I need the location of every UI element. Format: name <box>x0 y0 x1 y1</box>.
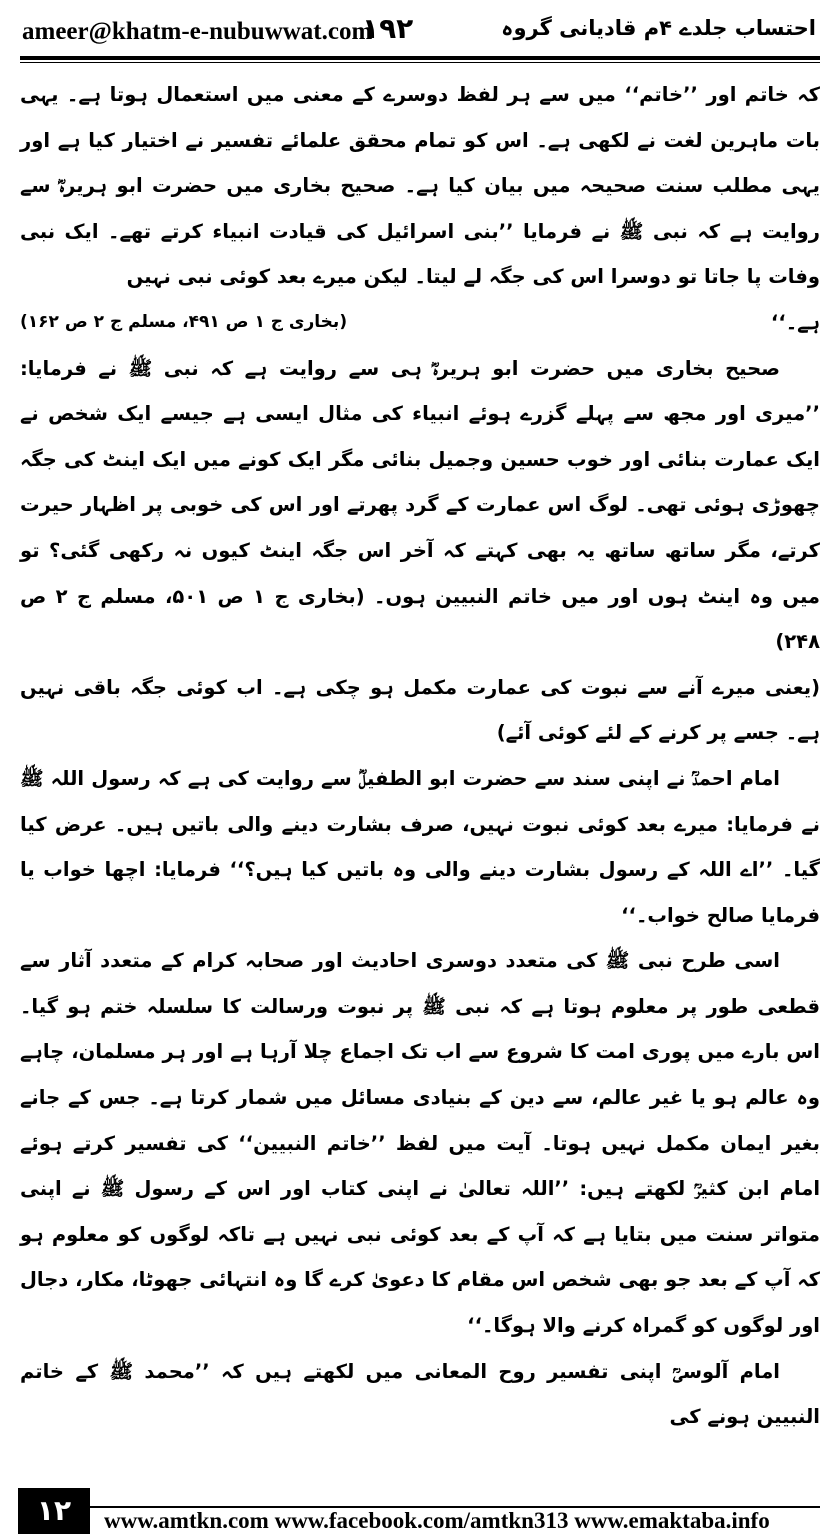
page-footer <box>0 1488 840 1540</box>
footer-page-index: ۱۲ <box>18 1488 90 1534</box>
paragraph-3: (یعنی میرے آنے سے نبوت کی عمارت مکمل ہو چکی ہے۔ اب کوئی جگہ باقی نہیں ہے۔ جسے پر کرنے کے لئے کوئی آئے) <box>20 675 820 745</box>
reference-1: (بخاری ج ۱ ص ۴۹۱، مسلم ج ۲ ص ۱۶۲) <box>20 311 348 332</box>
paragraph-1-end-line <box>20 300 820 346</box>
header-rule-thin <box>20 62 820 63</box>
footer-links: www.amtkn.com www.facebook.com/amtkn313 www.emaktaba.info <box>104 1508 770 1533</box>
paragraph-4: امام احمدؒ نے اپنی سند سے حضرت ابو الطفیلؓ سے روایت کی ہے کہ رسول اللہ ﷺ نے فرمایا: میرے بعد کوئی نبوت نہیں، صرف بشارت دینے والی باتیں ہیں۔ عرض کیا گیا۔ ’’اے اللہ کے رسول بشارت دینے والی وہ باتیں کیا ہیں؟‘‘ فرمایا: اچھا خواب یا فرمایا صالح خواب۔‘‘ <box>20 766 820 927</box>
paragraph-1-end: ہے۔‘‘ <box>770 310 820 334</box>
page-header <box>0 0 840 58</box>
paragraph-6: امام آلوسیؒ اپنی تفسیر روح المعانی میں لکھتے ہیں کہ ’’محمد ﷺ کے خاتم النبیین ہونے کی <box>20 1359 820 1429</box>
paragraph-2: صحیح بخاری میں حضرت ابو ہریرہؓ ہی سے روایت ہے کہ نبی ﷺ نے فرمایا: ’’میری اور مجھ سے پہلے گزرے ہوئے انبیاء کی مثال ایسی ہے جیسے ایک شخص نے ایک عمارت بنائی اور خوب حسین وجمیل بنائی مگر ایک کونے میں ایک اینٹ کی جگہ چھوڑی ہوئی تھی۔ لوگ اس عمارت کے گرد پھرتے اور اس کی خوبی پر اظہار حیرت کرتے، مگر ساتھ ساتھ یہ بھی کہتے کہ آخر اس جگہ اینٹ کیوں نہ رکھی گئی؟ تو میں وہ اینٹ ہوں اور میں خاتم النبیین ہوں۔ (بخاری ج ۱ ص ۵۰۱، مسلم ج ۲ ص ۲۴۸) <box>20 356 821 654</box>
header-book-title: احتساب جلدے ۴م قادیانی گروہ <box>501 16 816 40</box>
page-body <box>20 72 820 1440</box>
header-page-number: ۱۹۲ <box>362 12 414 45</box>
paragraph-5: اسی طرح نبی ﷺ کی متعدد دوسری احادیث اور صحابہ کرام کے متعدد آثار سے قطعی طور پر معلوم ہوتا ہے کہ نبی ﷺ پر نبوت ورسالت کا سلسلہ ختم ہو گیا۔ اس بارے میں پوری امت کا شروع سے اب تک اجماع چلا آرہا ہے اور ہر مسلمان، چاہے وہ عالم ہو یا غیر عالم، سے دین کے بنیادی مسائل میں شمار کرتا ہے۔ جس کے جانے بغیر ایمان مکمل نہیں ہوتا۔ آیت میں لفظ ’’خاتم النبیین‘‘ کی تفسیر کرتے ہوئے امام ابن کثیرؒ لکھتے ہیں: ’’اللہ تعالیٰ نے اپنی کتاب اور اس کے رسول ﷺ نے اپنی متواتر سنت میں بتایا ہے کہ آپ کے بعد کوئی نبی نہیں ہے تاکہ لوگوں کو معلوم ہو کہ آپ کے بعد جو بھی شخص اس مقام کا دعویٰ کرے گا وہ انتہائی جھوٹا، مکار، دجال اور لوگوں کو گمراہ کرنے والا ہوگا۔‘‘ <box>20 949 820 1338</box>
header-email: ameer@khatm-e-nubuwwat.com <box>22 18 373 45</box>
header-rule-thick <box>20 56 820 60</box>
paragraph-1: کہ خاتم اور ’’خاتم‘‘ میں سے ہر لفظ دوسرے کے معنی میں استعمال ہوتا ہے۔ یہی بات ماہرین لغت نے لکھی ہے۔ اس کو تمام محقق علمائے تفسیر نے اختیار کیا ہے اور یہی مطلب سنت صحیحہ میں بیان کیا ہے۔ صحیح بخاری میں حضرت ابو ہریرہؓ سے روایت ہے کہ نبی ﷺ نے فرمایا ’’بنی اسرائیل کی قیادت انبیاء کرتے تھے۔ ایک نبی وفات پا جاتا تو دوسرا اس کی جگہ لے لیتا۔ لیکن میرے بعد کوئی نبی نہیں <box>20 83 820 289</box>
